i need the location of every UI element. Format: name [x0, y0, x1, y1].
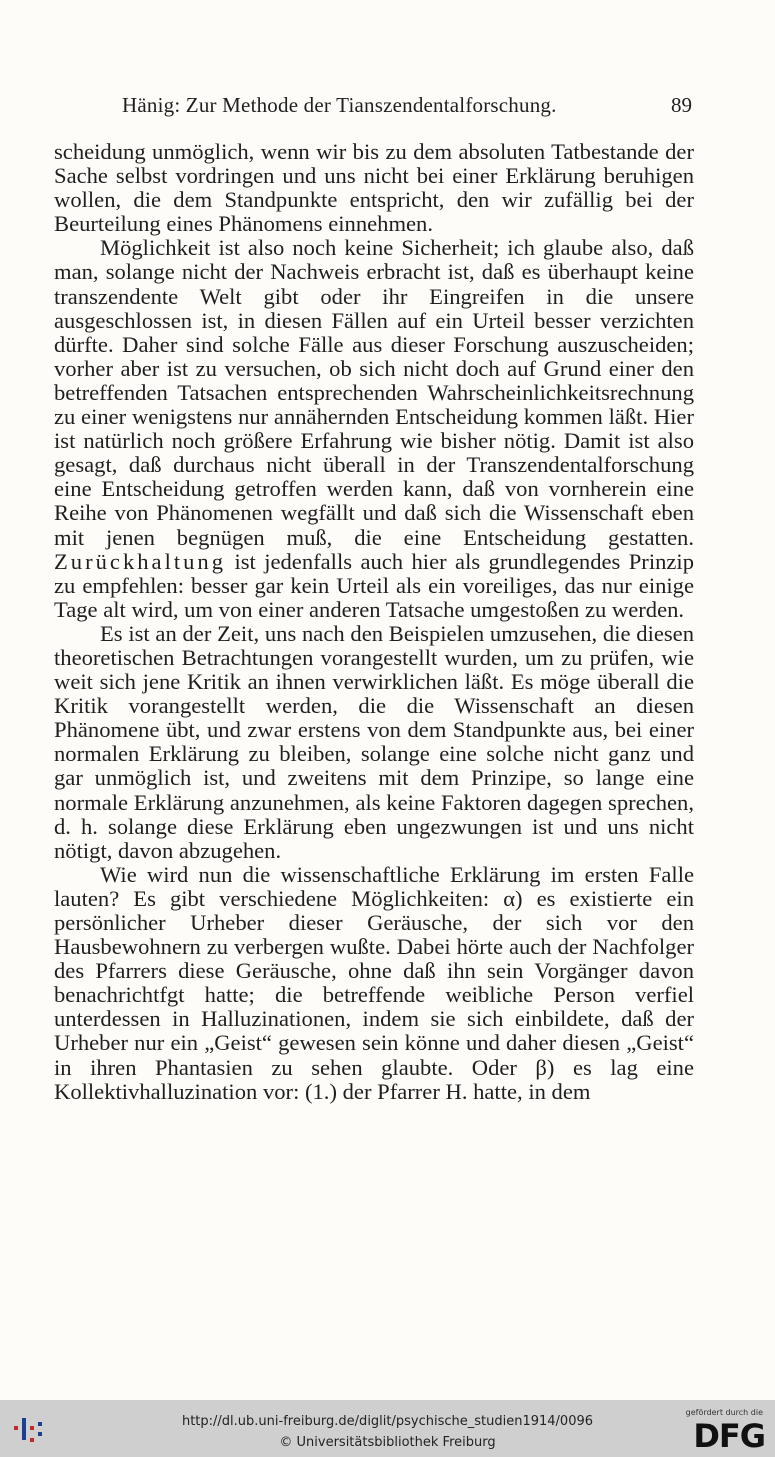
paragraph-3: Es ist an der Zeit, uns nach den Beispielen umzusehen, die diesen theoretischen Betrachtungen vorangestellt wurden, um zu prüfen, wie weit sich jene Kritik an ihnen verwirklichen läßt. Es möge überall die Kritik vorangestellt werden, die die Wissenschaft an diesen Phänomene übt, und zwar erstens von dem Standpunkte aus, bei einer normalen Erklärung zu bleiben, solange eine solche nicht ganz und gar unmöglich ist, und zweitens mit dem Prinzipe, so lange eine normale Erklärung anzunehmen, als keine Faktoren dagegen sprechen, d. h. solange diese Erklärung eben ungezwungen ist und uns nicht nötigt, davon abzugehen.	[54, 620, 694, 863]
footer-bar	[0, 1400, 775, 1457]
paragraph-2-part-1: Möglichkeit ist also noch keine Sicherheit; ich glaube also, daß man, solange nicht der Nachweis erbracht ist, daß es überhaupt keine transzendente Welt gibt oder ihr Eingreifen in die unsere ausgeschlossen ist, in diesen Fällen auf ein Urteil besser verzichten dürfte. Daher sind solche Fälle aus dieser Forschung auszuscheiden; vorher aber ist zu versuchen, ob sich nicht doch auf Grund einer den betreffenden Tatsachen entsprechenden Wahrscheinlichkeitsrechnung zu einer wenigstens nur annähernden Entscheidung kommen läßt. Hier ist natürlich noch größere Erfahrung wie bisher nötig. Damit ist also gesagt, daß durchaus nicht überall in der Transzendentalforschung eine Entscheidung getroffen werden kann, daß von vornherein eine Reihe von Phänomenen wegfällt und daß sich die Wissenschaft eben mit jenen begnügen muß, die eine Entscheidung gestatten.	[54, 235, 694, 550]
paragraph-4: Wie wird nun die wissenschaftliche Erklärung im ersten Falle lauten? Es gibt verschiedene Möglichkeiten: α) es existierte ein persönlicher Urheber dieser Geräusche, der sich vor den Hausbewohnern zu verbergen wußte. Dabei hörte auch der Nachfolger des Pfarrers diese Geräusche, ohne daß ihn sein Vorgänger davon benachrichtfgt hatte; die betreffende weibliche Person verfiel unterdessen in Halluzinationen, indem sie sich einbildete, daß der Urheber nur ein „Geist“ gewesen sein könne und daher diesen „Geist“ in ihren Phantasien zu sehen glaubte. Oder β) es lag eine Kollektivhalluzination vor: (1.) der Pfarrer H. hatte, in dem	[54, 861, 694, 1104]
paragraph-2	[54, 236, 694, 622]
copyright-notice: © Universitätsbibliothek Freiburg	[279, 1435, 496, 1450]
page-number: 89	[671, 93, 692, 117]
paragraph-2-part-2: ist jedenfalls auch hier als grundlegendes Prinzip zu empfehlen: besser gar kein Urteil als ein voreiliges, das nur einige Tage alt wird, um von einer anderen Tatsache umgestoßen zu werden.	[54, 548, 694, 622]
source-url-link[interactable]: http://dl.ub.uni-freiburg.de/diglit/psychische_studien1914/0096	[181, 1414, 594, 1429]
running-header	[54, 93, 694, 123]
running-title: Hänig: Zur Methode der Tianszendentalforschung.	[122, 93, 557, 117]
dfg-logo[interactable]: DFG	[693, 1417, 765, 1455]
emphasis-zurueckhaltung: Zurückhaltung	[54, 548, 227, 574]
body-text	[54, 140, 694, 1104]
dfg-funding-note: gefördert durch die	[685, 1408, 763, 1417]
paragraph-1: scheidung unmöglich, wenn wir bis zu dem absoluten Tatbestande der Sache selbst vordringen und uns nicht bei einer Erklärung beruhigen wollen, die dem Standpunkte entspricht, den wir zufällig bei der Beurteilung eines Phänomens einnehmen.	[54, 139, 694, 237]
